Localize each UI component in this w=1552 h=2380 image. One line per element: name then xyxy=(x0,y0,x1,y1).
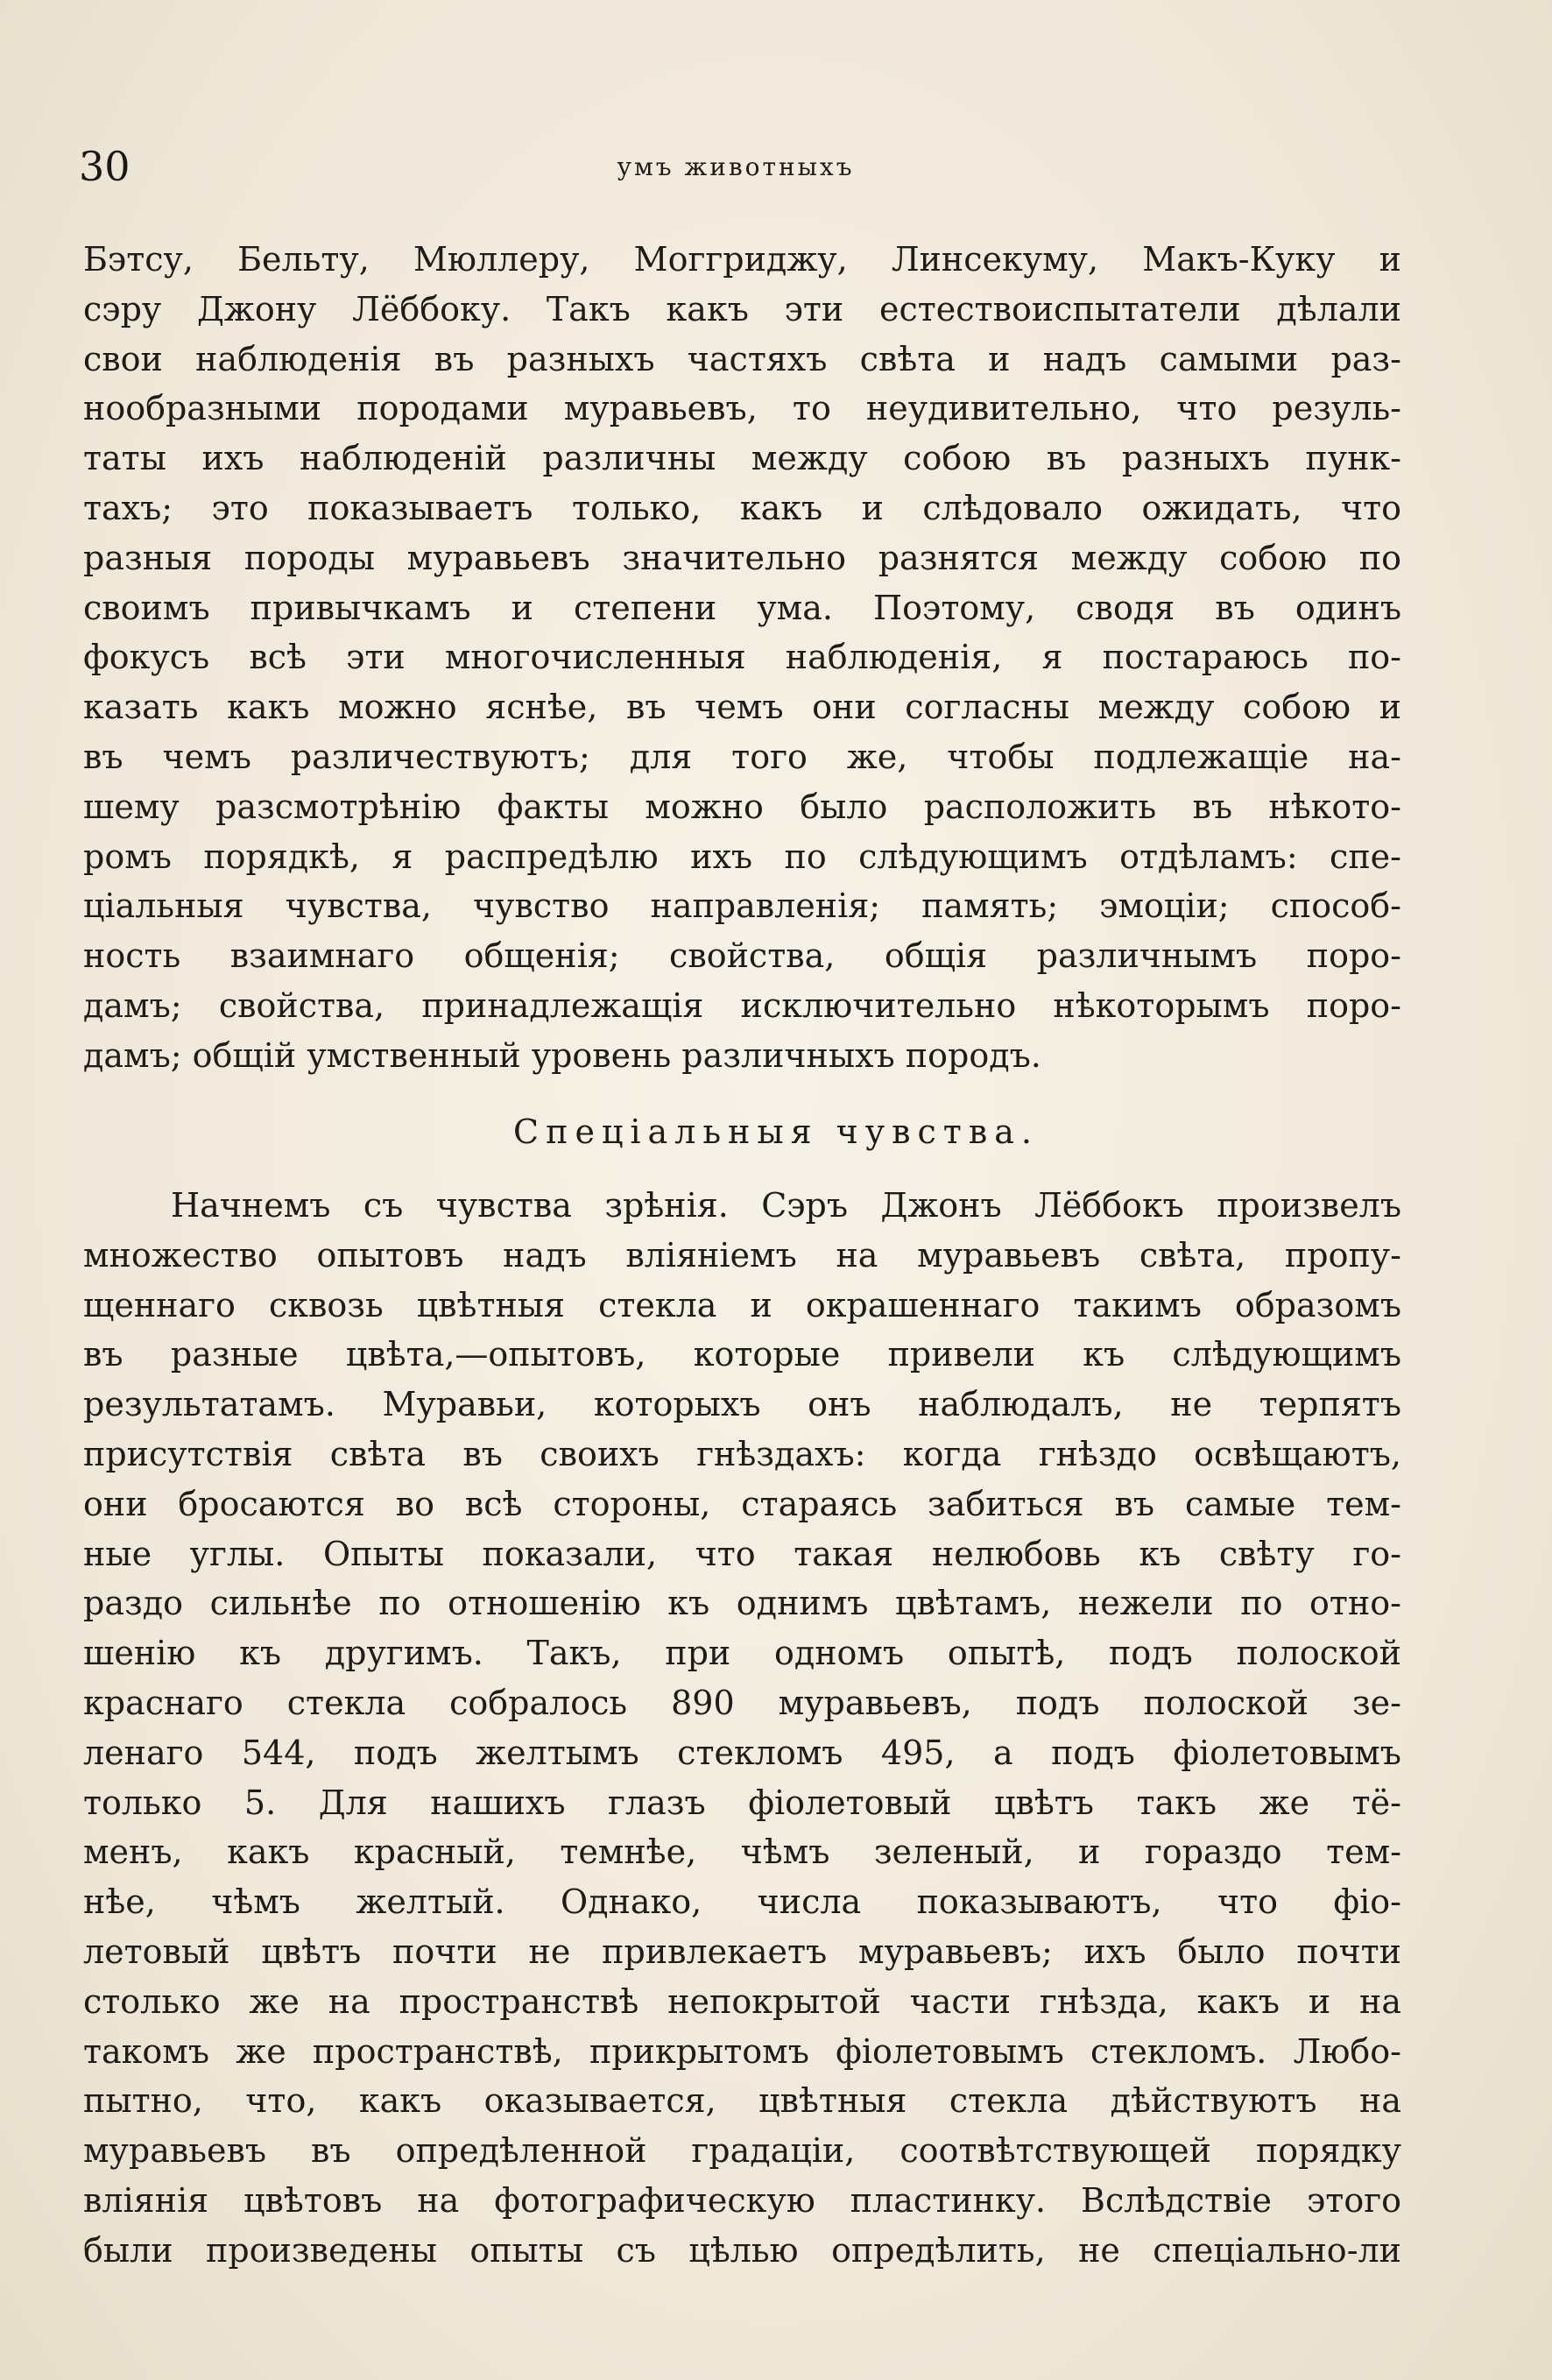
text-line: Начнемъ съ чувства зрѣнія. Сэръ Джонъ Лёббокъ произвелъ xyxy=(171,1186,1401,1225)
text-line: казать какъ можно яснѣе, въ чемъ они согласны между собою и xyxy=(83,688,1401,727)
paragraph-1 xyxy=(83,235,1401,1081)
text-line: результатамъ. Муравьи, которыхъ онъ наблюдалъ, не терпятъ xyxy=(83,1385,1401,1424)
text-line: дамъ; свойства, принадлежащія исключительно нѣкоторымъ поро- xyxy=(83,985,1401,1025)
text-line: разныя породы муравьевъ значительно разнятся между собою по xyxy=(83,538,1401,577)
text-line: таты ихъ наблюденій различны между собою въ разныхъ пунк- xyxy=(83,439,1401,478)
text-line: нѣе, чѣмъ желтый. Однако, числа показываютъ, что фіо- xyxy=(83,1882,1401,1922)
text-line: столько же на пространствѣ непокрытой части гнѣзда, какъ и на xyxy=(83,1981,1401,2021)
text-line: щеннаго сквозь цвѣтныя стекла и окрашеннаго такимъ образомъ xyxy=(83,1285,1401,1324)
text-line: вліянія цвѣтовъ на фотографическую пластинку. Вслѣдствіе этого xyxy=(83,2180,1401,2220)
text-line: муравьевъ въ опредѣленной градаціи, соотвѣтствующей порядку xyxy=(83,2131,1401,2171)
text-line: тахъ; это показываетъ только, какъ и слѣдовало ожидать, что xyxy=(83,488,1401,527)
text-line: раздо сильнѣе по отношенію къ однимъ цвѣтамъ, нежели по отно- xyxy=(83,1584,1401,1623)
text-line: менъ, какъ красный, темнѣе, чѣмъ зеленый, и гораздо тем- xyxy=(83,1833,1401,1872)
text-line: сэру Джону Лёббоку. Такъ какъ эти естествоиспытатели дѣлали xyxy=(83,289,1401,328)
text-line: присутствія свѣта въ своихъ гнѣздахъ: когда гнѣздо освѣщаютъ, xyxy=(83,1434,1401,1473)
text-line: ность взаимнаго общенія; свойства, общія различнымъ поро- xyxy=(83,936,1401,976)
text-line: ціальныя чувства, чувство направленія; память; эмоціи; способ- xyxy=(83,886,1401,926)
text-line: свои наблюденія въ разныхъ частяхъ свѣта и надъ самыми раз- xyxy=(83,339,1401,378)
text-line: летовый цвѣтъ почти не привлекаетъ муравьевъ; ихъ было почти xyxy=(83,1932,1401,1971)
text-line: были произведены опыты съ цѣлью опредѣлить, не спеціально-ли xyxy=(83,2230,1401,2270)
text-line: они бросаются во всѣ стороны, стараясь забиться въ самые тем- xyxy=(83,1484,1401,1523)
section-heading: Спеціальныя чувства. xyxy=(513,1112,1039,1151)
paragraph-2 xyxy=(83,1181,1401,2276)
text-line: множество опытовъ надъ вліяніемъ на муравьевъ свѣта, пропу- xyxy=(83,1235,1401,1275)
text-line: шенію къ другимъ. Такъ, при одномъ опытѣ, подъ полоской xyxy=(83,1634,1401,1673)
text-line: въ чемъ различествуютъ; для того же, чтобы подлежащіе на- xyxy=(83,737,1401,776)
text-line: въ разные цвѣта,—опытовъ, которые привели къ слѣдующимъ xyxy=(83,1335,1401,1374)
text-line: такомъ же пространствѣ, прикрытомъ фіолетовымъ стекломъ. Любо- xyxy=(83,2031,1401,2071)
text-line: нообразными породами муравьевъ, то неудивительно, что резуль- xyxy=(83,389,1401,428)
page-header xyxy=(79,140,1393,193)
text-line: ные углы. Опыты показали, что такая нелюбовь къ свѣту го- xyxy=(83,1534,1401,1573)
text-line: своимъ привычкамъ и степени ума. Поэтому, сводя въ одинъ xyxy=(83,588,1401,627)
text-line: ленаго 544, подъ желтымъ стекломъ 495, а подъ фіолетовымъ xyxy=(83,1733,1401,1772)
text-line: ромъ порядкѣ, я распредѣлю ихъ по слѣдующимъ отдѣламъ: спе- xyxy=(83,837,1401,876)
text-line: шему разсмотрѣнію факты можно было расположить въ нѣкото- xyxy=(83,787,1401,826)
running-title: умъ животныхъ xyxy=(617,152,855,181)
text-line: краснаго стекла собралось 890 муравьевъ, подъ полоской зе- xyxy=(83,1683,1401,1722)
text-line: дамъ; общій умственный уровень различныхъ породъ. xyxy=(83,1035,1041,1075)
page-number: 30 xyxy=(79,143,131,190)
text-line: только 5. Для нашихъ глазъ фіолетовый цвѣтъ такъ же тё- xyxy=(83,1783,1401,1822)
text-line: пытно, что, какъ оказывается, цвѣтныя стекла дѣйствуютъ на xyxy=(83,2081,1401,2121)
text-line: Бэтсу, Бельту, Мюллеру, Моггриджу, Линсекуму, Макъ-Куку и xyxy=(83,240,1401,279)
text-line: фокусъ всѣ эти многочисленныя наблюденія, я постараюсь по- xyxy=(83,638,1401,677)
